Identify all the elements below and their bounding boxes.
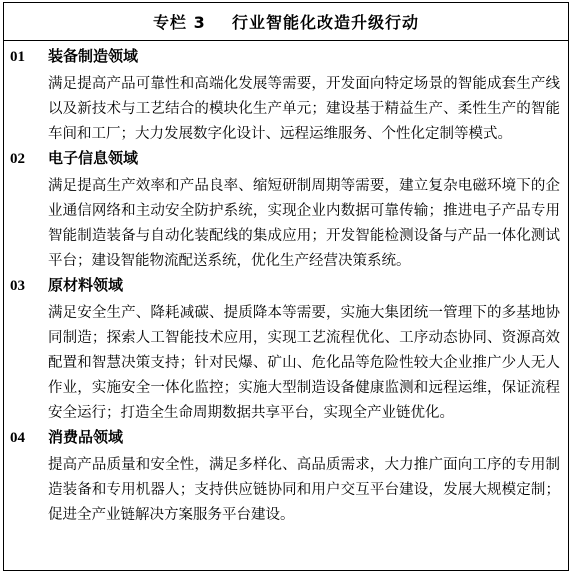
box-title: 专栏 3 行业智能化改造升级行动: [153, 13, 419, 32]
section-heading: 电子信息领域: [48, 149, 139, 167]
section-number: 03: [10, 278, 25, 294]
section-number: 01: [10, 49, 25, 65]
section-consumer-goods: [4, 426, 568, 528]
section-body: 满足安全生产、降耗减碳、提质降本等需要，实施大集团统一管理下的多基地协同制造；探索人工智能技术应用，实现工艺流程优化、工序动态协同、资源高效配置和智慧决策支持；针对民爆、矿山、危化品等危险性较大企业推广少人无人作业，实施安全一体化监控；实施大型制造设备健康监测和远程运维，保证流程安全运行；打造全生命周期数据共享平台，实现全产业链优化。: [48, 305, 560, 421]
section-number: 04: [10, 430, 25, 446]
section-header: [4, 426, 568, 453]
section-header: [4, 147, 568, 174]
sections-list: [4, 45, 568, 528]
section-heading: 原材料领域: [48, 276, 124, 294]
section-number: 02: [10, 151, 25, 167]
section-electronic-information: [4, 147, 568, 274]
section-heading: 装备制造领域: [48, 47, 139, 65]
section-raw-materials: [4, 274, 568, 426]
policy-box: [3, 2, 569, 571]
section-equipment-manufacturing: [4, 45, 568, 147]
section-header: [4, 45, 568, 72]
section-body: 满足提高生产效率和产品良率、缩短研制周期等需要，建立复杂电磁环境下的企业通信网络和主动安全防护系统，实现企业内数据可靠传输；推进电子产品专用智能制造装备与自动化装配线的集成应用；开发智能检测设备与产品一体化测试平台；建设智能物流配送系统，优化生产经营决策系统。: [48, 178, 560, 269]
box-title-bar: [4, 3, 568, 41]
section-body: 满足提高产品可靠性和高端化发展等需要，开发面向特定场景的智能成套生产线以及新技术与工艺结合的模块化生产单元；建设基于精益生产、柔性生产的智能车间和工厂；大力发展数字化设计、远程运维服务、个性化定制等模式。: [48, 76, 560, 142]
section-body: 提高产品质量和安全性，满足多样化、高品质需求，大力推广面向工序的专用制造装备和专用机器人；支持供应链协同和用户交互平台建设，发展大规模定制；促进全产业链解决方案服务平台建设。: [48, 457, 560, 523]
section-heading: 消费品领域: [48, 428, 124, 446]
section-header: [4, 274, 568, 301]
